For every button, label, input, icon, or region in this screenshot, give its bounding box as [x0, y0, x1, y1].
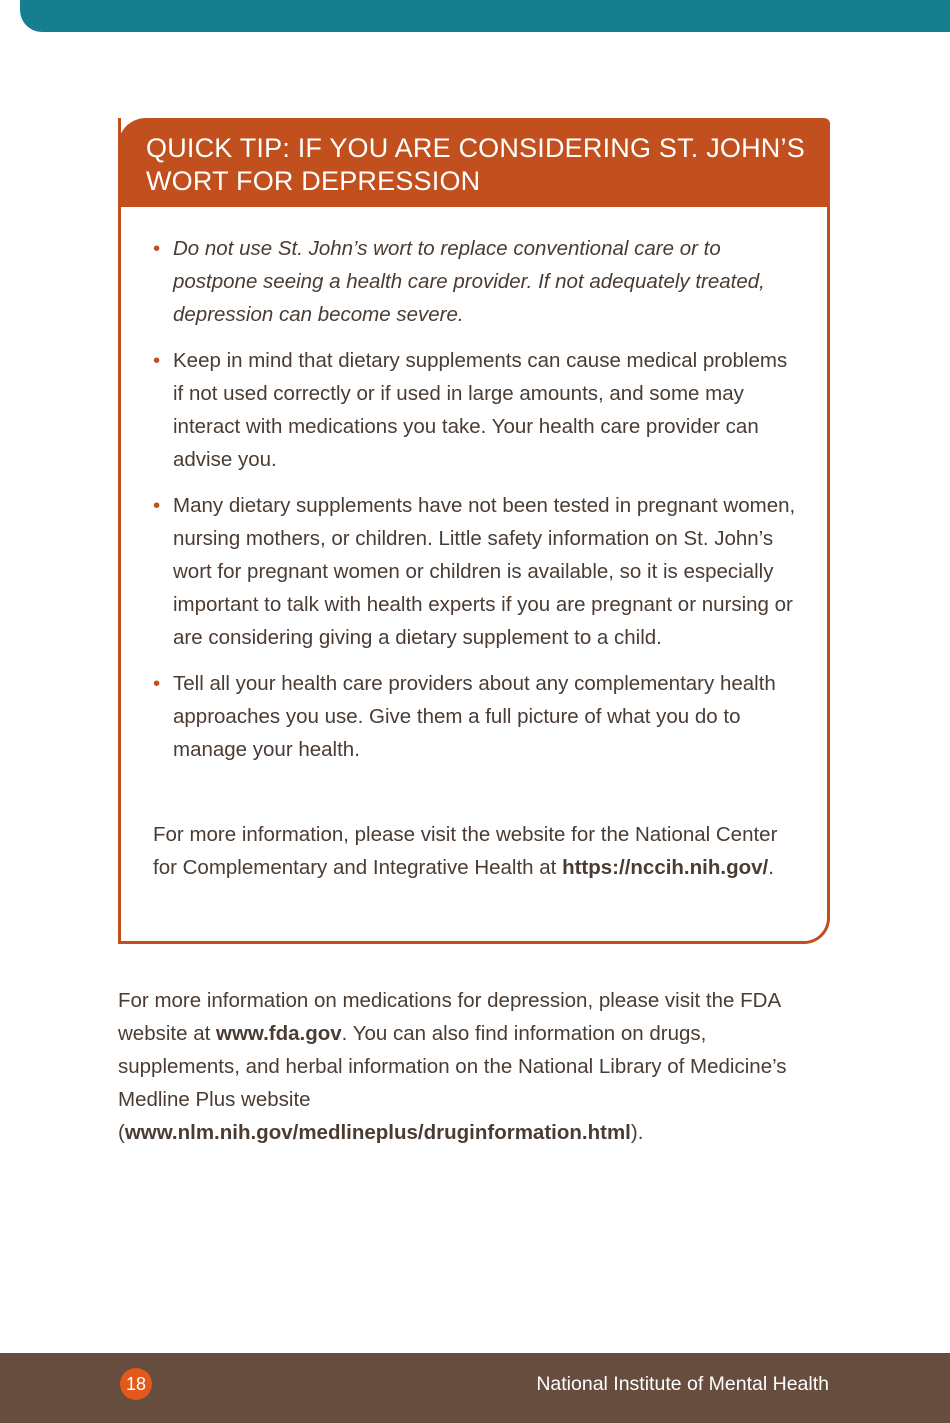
quick-tip-list [153, 232, 803, 779]
page-number-badge: 18 [120, 1368, 152, 1400]
quick-tip-title: QUICK TIP: IF YOU ARE CONSIDERING ST. JOHN’S WORT FOR DEPRESSION [146, 133, 805, 196]
list-item-text: Tell all your health care providers about any complementary health approaches you use. Give them a full picture of what you do to manage your health. [173, 672, 776, 761]
list-item-text: Many dietary supplements have not been tested in pregnant women, nursing mothers, or children. Little safety information on St. John’s wort for pregnant women or children is available, so it is especially important to talk with health experts if you are pregnant or nursing or are considering giving a dietary supplement to a child. [173, 494, 796, 649]
footer-organization: National Institute of Mental Health [536, 1373, 829, 1395]
list-item [153, 344, 803, 476]
paragraph-text-2: . You can also find information on drugs, supplements, and herbal information on the National Library of Medicine’s Medline Plus website ( [118, 1022, 787, 1144]
list-item-text: Do not use St. John’s wort to replace conventional care or to postpone seeing a health care provider. If not adequately treated, depression can become severe. [173, 237, 765, 326]
page-footer [0, 1353, 950, 1423]
bullet-icon: • [153, 349, 161, 372]
medication-info-paragraph [118, 984, 830, 1149]
list-item [153, 667, 803, 766]
more-info-end: . [768, 856, 774, 879]
bullet-icon: • [153, 494, 161, 517]
more-info-text: For more information, please visit the website for the National Center for Complementary and Integrative Health at [153, 823, 778, 879]
paragraph-text-1: For more information on medications for depression, please visit the FDA website at [118, 989, 780, 1045]
top-banner-bar [20, 0, 950, 32]
bullet-icon: • [153, 672, 161, 695]
bullet-icon: • [153, 237, 161, 260]
list-item-text: Keep in mind that dietary supplements can cause medical problems if not used correctly or if used in large amounts, and some may interact with medications you take. Your health care provider can advise you. [173, 349, 788, 471]
paragraph-text-3: ). [630, 1121, 644, 1144]
nccih-link[interactable]: https://nccih.nih.gov/ [562, 856, 769, 879]
list-item [153, 232, 803, 331]
fda-link[interactable]: www.fda.gov [216, 1022, 342, 1045]
quick-tip-box [118, 118, 830, 944]
quick-tip-more-info [153, 818, 793, 884]
quick-tip-header [118, 118, 830, 207]
medlineplus-link[interactable]: www.nlm.nih.gov/medlineplus/druginformation.html [124, 1121, 631, 1144]
list-item [153, 489, 803, 654]
